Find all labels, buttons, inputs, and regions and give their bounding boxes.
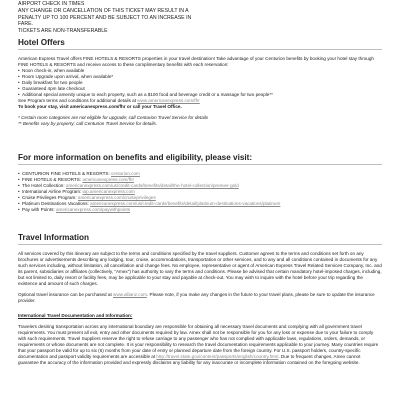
insurance-text: . Please note, if you make any changes in the future to your travel plans, please be sure to update the insurance provider. [18,292,375,303]
insurance-paragraph [18,292,382,304]
more-info-label: Cruise Privileges Program: [22,195,78,201]
section-divider [18,244,382,245]
hotel-intro: American Express Travel offers FINE HOTELS & RESORTS properties in your travel destination! Take advantage of your Centurion benefits by booking your hotel stay through FINE HOTELS & RESORTS and receive access to these complimentary benefits with each reservation: [18,56,374,68]
more-info-item [18,207,382,213]
allianz-link[interactable]: www.allianz.com [113,292,147,298]
hotel-offers-section [18,39,382,127]
travel-info-section [18,234,382,366]
ticket-notice-line: ANY CHANGE OR CANCELLATION OF THIS TICKET MAY RESULT IN A [18,7,189,14]
more-info-label: The Hotel Collection: [22,183,66,189]
ticket-notice [18,0,382,35]
platinum-vacations-link[interactable]: americanexpress.com/us/credit-cards/benefits/detail/platinum-destinations-vacations/platinum [90,201,281,207]
airline-program-link[interactable]: iap.americanexpress.com [82,189,135,195]
fhr-terms-link[interactable]: www.americanexpress.com/fhr [137,97,200,103]
more-info-label: Platinum Destinations Vacations: [22,201,91,207]
benefit-item: • Room Upgrade upon arrival, when available* [18,74,382,80]
hotel-benefits-list [18,68,382,98]
ticket-notice-line: PENALTY UP TO 100 PERCENT AND BE SUBJECT TO AN INCREASE IN [18,14,192,21]
intl-docs-text: Travelers desiring transportation across any international boundary are responsible for obtaining all necessary travel documents and complying with all government travel requirements. You must present all exit, entry and other documents required by law. Amex shall not be responsible for you for any loss or expense due to your failure to comply with such requirements. Travel Suppliers reserve the right to refuse carriage to any passenger who has not complied with applicable laws, regulations, orders, demands, or requirements or whose documents are not complete. It is your responsibility to research the travel documentation requirements applicable to your journey. Many countries require that your passport be valid for up to six (6) months from your date of entry or planned departure date from the foreign country. For U.S. passport holders, country-specific documentation and passport validity requirements are accessible at [18,323,379,359]
hotel-collection-link[interactable]: americanexpress.com/us/credit-cards/benefits/detail/the-hotel-collection/premier-gold [65,183,239,189]
centurion-link[interactable]: centurion.com [111,171,140,177]
travel-info-heading: Travel Information [18,233,89,242]
ticket-notice-line: AIRPORT CHECK IN TIMES [18,1,85,7]
pay-with-points-link[interactable]: americanexpress.com/paywithpoints [55,207,131,213]
intl-docs-paragraph [18,324,382,366]
section-divider [18,164,382,165]
section-divider [18,49,382,50]
hotel-offers-heading: Hotel Offers [18,38,65,47]
more-info-label: International Airline Program: [22,189,83,195]
more-info-list [18,171,382,213]
cruise-privileges-link[interactable]: americanexpress.com/cruiseprivileges [77,195,156,201]
more-info-label: FINE HOTELS & RESORTS: [22,177,83,183]
more-info-section [18,154,382,213]
benefit-item: • Additional special amenity unique to each property, such as a $100 food and beverage credit or a massage for two people** [18,92,382,98]
benefit-item: • Guaranteed 4pm late checkout [18,86,382,92]
ticket-notice-line: TICKETS ARE NON-TRANSFERABLE [18,28,108,34]
more-info-label: CENTURION FINE HOTELS & RESORTS: [22,171,111,177]
intl-docs-subheading: International Travel Documentation and Information: [18,312,133,318]
benefit-item: • Daily breakfast for two people [18,80,382,86]
travel-state-gov-link[interactable]: http://travel.state.gov/content/passports/english/country.html [156,353,279,359]
fhr-link[interactable]: americanexpress.com/fhr [82,177,134,183]
hotel-terms-text: See Program terms and conditions for additional details at [18,97,138,103]
more-info-label: Pay with Points: [22,207,56,213]
hotel-book-instructions: To book your stay, visit americanexpress.com/fhr or call your Travel Office. [18,103,182,109]
upgrade-footnote: * Certain room categories are not eligible for upgrade; call Centurion Travel Service for details [18,114,209,120]
more-info-heading: For more information on benefits and eligibility, please visit: [18,153,253,162]
benefit-item: • Noon check-in, when available [18,68,382,74]
insurance-text: Optional travel insurance can be purchased at [18,292,113,298]
benefits-footnote: ** Benefits vary by property; call Centurion Travel Service for details. [18,120,158,126]
ticket-notice-line: FARE. [18,21,33,28]
travel-terms-paragraph: All services covered by this itinerary are subject to the terms and conditions specified by the travel suppliers. Customer agrees to the terms and conditions set forth on any brochures or advertisements describing any lodging, tour, cruise, accommodations, transportation or other services, and to any and all conditions contained in documents for any such services including, without limitation, all cancellation and change fees. No employee, representative or agent of American Express Travel Related Services Company, Inc. and its parent, subsidiaries or affiliates (collectively, "Amex") has authority to vary the terms and conditions. Please be advised that certain mandatory hotel-imposed charges, including, but not limited to, daily resort or facility fees, may be applicable to your stay and payable at check-out. You may wish to inquire with the hotel before your trip regarding the existence and amount of such charges. [18,251,382,287]
intl-docs-text: . Due to frequent changes, Amex cannot guarantee the accuracy of the information provided and expressly disclaims any liability for any inaccurate or incomplete information contained on the foregoing website. [18,353,361,365]
